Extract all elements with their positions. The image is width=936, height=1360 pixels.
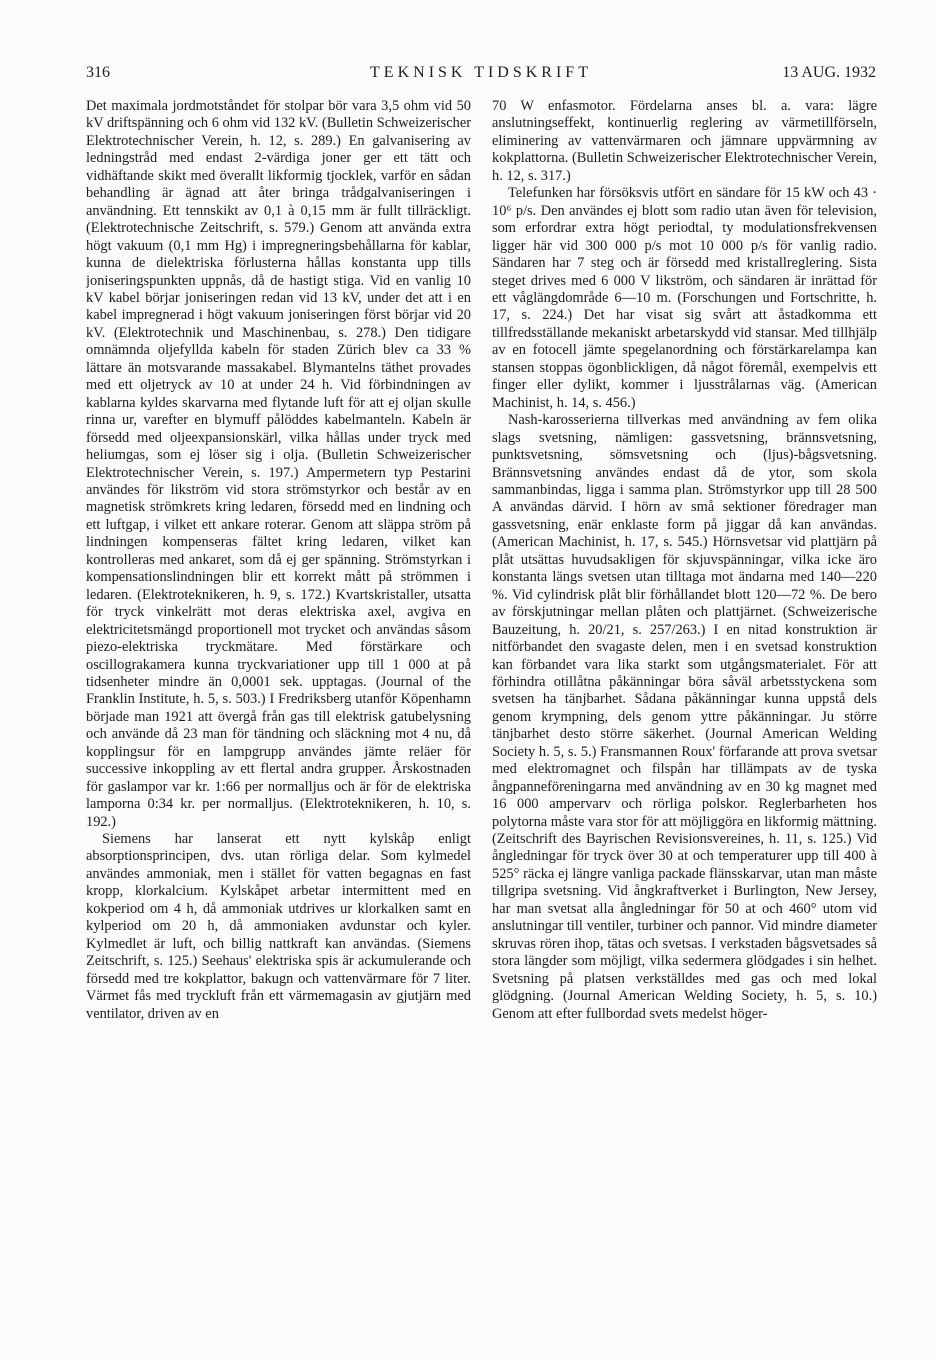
paragraph: Det maximala jordmotståndet för stolpar bör vara 3,5 ohm vid 50 kV driftspänning och 6 ohm vid 132 kV. (Bulletin Schweizerischer Elektrotechnischer Verein, h. 12, s. 289.) En galvanisering av ledningstråd med endast 2-värdiga joner ger ett tätt och vidhäftande skikt med överallt likformig tjocklek, varför en sådan behandling är ägnad att åter bringa trådgalvaniseringen i användning. Ett tennskikt av 0,1 à 0,15 mm är fullt tillräckligt. (Elektrotechnische Zeitschrift, s. 579.) Genom att använda extra högt vakuum (0,1 mm Hg) i impregneringsbehållarna för kablar, kunna de dielektriska förlusterna hållas konstanta upp tills joniseringspunkten uppnås, då de hastigt stiga. Vid en vanlig 10 kV kabel börjar joniseringen redan vid 13 kV, under det att i en kabel impregnerad i högt vakuum joniseringen först börjar vid 20 kV. (Elektrotechnik und Maschinenbau, s. 278.) Den tidigare omnämnda oljefyllda kabeln för staden Zürich blev ca 33 % lättare än motsvarande massakabel. Blymantelns täthet provades med ett oljetryck av 10 at under 24 h. Vid förbindningen av kablarna kyldes skarvarna med flytande luft för att ej oljan skulle rinna ur, varefter en blymuff pålöddes kabelmanteln. Kabeln är försedd med oljeexpansionskärl, vilka hållas under tryck med heliumgas, som ej löser sig i olja. (Bulletin Schweizerischer Elektrotechnischer Verein, s. 197.) Ampermetern typ Pestarini användes för likström vid stora strömstyrkor och består av en magnetisk strömkrets kring ledaren, försedd med en lindning och ett luftgap, i vilket ett ankare roterar. Genom att släppa ström på lindningen kompenseras fältet kring ledaren, vilket kan kontrolleras med ankaret, som då ej ger spänning. Strömstyrkan i kompensationslindningen blir ett korrekt mått på strömmen i ledaren. (Elektroteknikeren, h. 9, s. 172.) Kvartskristaller, utsatta för tryck vinkelrätt mot deras elektriska axel, avgiva en elektricitetsmängd proportionell mot trycket och användas såsom piezo-elektriska tryckmätare. Med förstärkare och oscillograkamera kunna tryckvariationer upp till 1 000 at på tidsenheter mindre än 0,0001 sek. upptagas. (Journal of the Franklin Institute, h. 5, s. 503.) I Fredriksberg utanför Köpenhamn började man 1921 att övergå från gas till elektrisk gatubelysning och använde då 23 man för tändning och släckning mot 4 nu, då kopplingsur för en lampgrupp användes jämte reläer för successive inkoppling av ett flertal andra grupper. Årskostnaden för gaslampor var kr. 1:66 per normalljus och är för de elektriska lamporna 0:34 kr. per normalljus. (Elektroteknikeren, h. 10, s. 192.) xyxy=(86,98,471,830)
left-column xyxy=(86,98,471,1338)
paragraph: Telefunken har försöksvis utfört en sändare för 15 kW och 43 · 10⁶ p/s. Den användes ej blott som radio utan även för television, som erfordrar extra högt periodtal, ty modulationsfrekvensen ligger här vid 300 000 p/s mot 10 000 p/s för vanlig radio. Sändaren har 7 steg och är försedd med kristallreglering. Sista steget drives med 6 000 V likström, och sändaren är inrättad för ett våglängdområde 6—10 m. (Forschungen und Fortschritte, h. 17, s. 224.) Det har visat sig svårt att åstadkomma ett tillfredsställande mekaniskt arbetarskydd vid stansar. Med tillhjälp av en fotocell jämte spegelanordning och förstärkarelampa kan stansen stoppas ögonblickligen, då något föremål, exempelvis ett finger eller dylikt, kommer i ljusstrålarnas väg. (American Machinist, h. 14, s. 456.) xyxy=(492,185,877,411)
paragraph: 70 W enfasmotor. Fördelarna anses bl. a. vara: lägre anslutningseffekt, kontinuerlig reglering av värmetillförseln, eliminering av vattenvärmaren och jämnare uppvärmning av kokplattorna. (Bulletin Schweizerischer Elektrotechnischer Verein, h. 12, s. 317.) xyxy=(492,98,877,184)
paragraph: Nash-karosserierna tillverkas med användning av fem olika slags svetsning, nämligen: gassvetsning, brännsvetsning, punktsvetsning, sömsvetsning och (ljus)-bågsvetsning. Brännsvetsning användes endast då de ytor, som skola sammanbindas, ligga i samma plan. Strömstyrkor upp till 28 500 A användas därvid. I hörn av små sektioner föredrager man gassvetsning, enär enklaste form på jiggar då kan användas. (American Machinist, h. 17, s. 545.) Hörnsvetsar vid plattjärn på plåt utsättas huvudsakligen för skjuvspänningar, vilka icke äro konstanta längs svetsen utan tilltaga mot ändarna med 140—220 %. Vid cylindrisk plåt blir förhållandet blott 120—72 %. De bero av förskjutningar mellan plåten och plattjärnet. (Schweizerische Bauzeitung, h. 20/21, s. 257/263.) I en nitad konstruktion är nitförbandet den svagaste delen, men i en svetsad konstruktion kan förbandet vara lika starkt som utgångsmaterialet. För att förhindra otillåtna påkänningar böra såväl arbetsstyckena som svetsen ha tänjbarhet. Sådana påkänningar kunna uppstå dels genom krympning, dels genom yttre påkänningar. Ju större tänjbarhet desto större säkerhet. (Journal American Welding Society h. 5, s. 5.) Fransmannen Roux' förfarande att prova svetsar med elektromagnet och filspån har tillämpats av de tyska ångpanneföreningarna med användning av en 30 kg magnet med 16 000 ampervarv och rörliga polskor. Reglerbarheten hos polytorna måste vara stor för att möjliggöra en likformig mättning. (Zeitschrift des Bayrischen Revisionsvereines, h. 11, s. 125.) Vid ångledningar för tryck över 30 at och temperaturer upp till 400 à 525° räcka ej längre vanliga packade flänsskarvar, utan man måste tillgripa svetsning. Vid ångkraftverket i Burlington, New Jersey, har man svetsat alla ångledningar för 50 at och 460° utom vid anslutningar till ventiler, turbiner och pannor. Vid mindre diameter skruvas rören ihop, tätas och svetsas. I verkstaden bågsvetsades så stora längder som möjligt, vilka sedermera glödgades i sin helhet. Svetsning på platsen verkställdes med gas och med lokal glödgning. (Journal American Welding Society, h. 5, s. 10.) Genom att efter fullbordad svets medelst höger- xyxy=(492,412,877,1022)
paragraph: Siemens har lanserat ett nytt kylskåp enligt absorptionsprincipen, dvs. utan rörliga delar. Som kylmedel användes ammoniak, men i stället för vatten begagnas en fast kropp, klorkalcium. Kylskåpet arbetar intermittent med en kokperiod om 4 h, då ammoniak utdrives ur klorkalken samt en kylperiod om 20 h, då ammoniaken avdunstar och kyler. Kylmedlet är luft, och billig nattkraft kan användas. (Siemens Zeitschrift, s. 125.) Seehaus' elektriska spis är ackumulerande och försedd med tre kokplattor, bakugn och vattenvärmare för 7 liter. Värmet fås med tryckluft från ett värmemagasin av gjutjärn med ventilator, driven av en xyxy=(86,831,471,1022)
journal-title: TEKNISK TIDSKRIFT xyxy=(370,64,592,81)
page-number: 316 xyxy=(86,64,110,81)
right-column xyxy=(492,98,877,1338)
issue-date: 13 AUG. 1932 xyxy=(782,64,876,81)
page-header xyxy=(86,60,876,88)
